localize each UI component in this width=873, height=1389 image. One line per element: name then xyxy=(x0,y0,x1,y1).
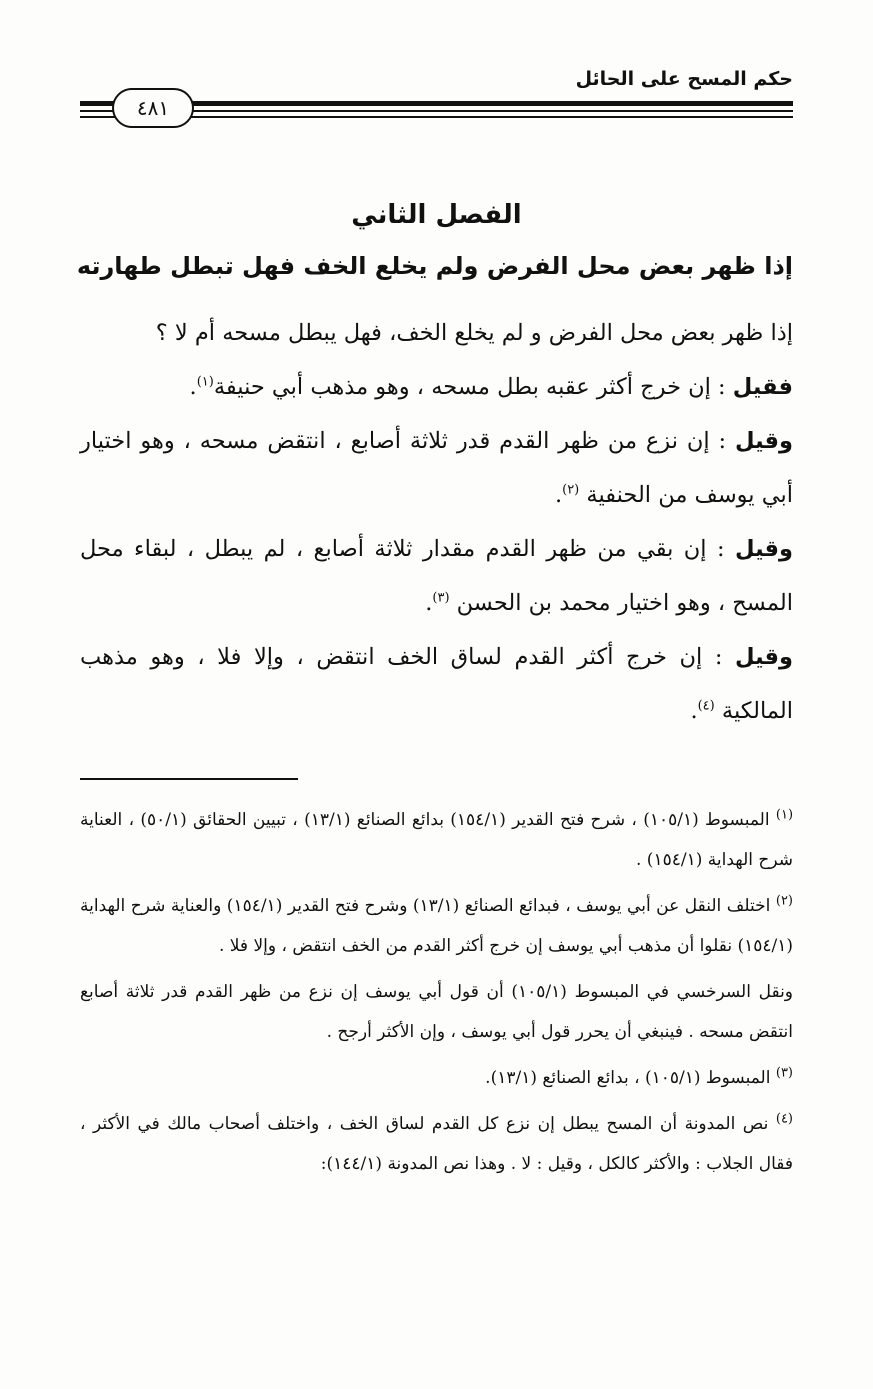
paragraph-text: : إن بقي من ظهر القدم مقدار ثلاثة أصابع ، لم يبطل ، لبقاء محل المسح ، وهو اختيار محمد بن الحسن xyxy=(80,536,793,616)
footnote-text: ونقل السرخسي في المبسوط (١٠٥/١) أن قول أبي يوسف إن نزع من ظهر القدم قدر ثلاثة أصابع انتقض مسحه . فينبغي أن يحرر قول أبي يوسف ، وإن الأكثر أرجح . xyxy=(80,982,794,1042)
footnote-separator xyxy=(80,778,298,780)
footnote-text: نص المدونة أن المسح يبطل إن نزع كل القدم لساق الخف ، واختلف أصحاب مالك في الأكثر ، فقال الجلاب : والأكثر كالكل ، وقيل : لا . وهذا نص المدونة (١٤٤/١): xyxy=(80,1114,793,1174)
footnote-mark: (١) xyxy=(775,807,794,823)
paragraph-text: إذا ظهر بعض محل الفرض و لم يخلع الخف، فهل يبطل مسحه أم لا ؟ xyxy=(155,320,793,346)
paragraph xyxy=(80,522,793,630)
footnote-mark: (٤) xyxy=(775,1111,793,1127)
footnote-text: اختلف النقل عن أبي يوسف ، فبدائع الصنائع (١٣/١) وشرح فتح القدير (١٥٤/١) والعناية شرح الهداية (١٥٤/١) نقلوا أن مذهب أبي يوسف إن خرج أكثر القدم من الخف انتقض ، وإلا فلا . xyxy=(80,896,793,956)
paragraph-text: : إن نزع من ظهر القدم قدر ثلاثة أصابع ، انتقض مسحه ، وهو اختيار أبي يوسف من الحنفية xyxy=(80,428,793,508)
paragraph-end: . xyxy=(425,590,433,616)
footnote-text: المبسوط (١٠٥/١) ، شرح فتح القدير (١٥٤/١) بدائع الصنائع (١٣/١) ، تبيين الحقائق (٥٠/١) ، العناية شرح الهداية (١٥٤/١) . xyxy=(80,810,793,870)
paragraph-end: . xyxy=(554,482,563,508)
paragraph-lead: وقيل xyxy=(735,536,793,562)
running-header-title: حكم المسح على الحائل xyxy=(575,68,793,90)
paragraph-text: : إن خرج أكثر عقبه بطل مسحه ، وهو مذهب أبي حنيفة xyxy=(213,374,733,400)
footnote-ref[interactable]: (٢) xyxy=(562,482,580,498)
footnote-continuation xyxy=(80,972,793,1052)
paragraph xyxy=(80,414,793,522)
footnote-mark: (٢) xyxy=(775,893,793,909)
paragraph xyxy=(80,306,793,360)
footnote-text: المبسوط (١٠٥/١) ، بدائع الصنائع (١٣/١). xyxy=(485,1068,776,1088)
footnote-ref[interactable]: (١) xyxy=(196,374,214,390)
footnote xyxy=(80,1058,793,1098)
paragraph xyxy=(80,630,793,738)
page-number-badge: ٤٨١ xyxy=(112,88,194,128)
paragraph-text: : إن خرج أكثر القدم لساق الخف انتقض ، وإلا فلا ، وهو مذهب المالكية xyxy=(80,644,793,724)
footnote xyxy=(80,800,793,880)
paragraph-lead: فقيل xyxy=(732,374,793,400)
chapter-heading: الفصل الثاني xyxy=(351,200,522,230)
paragraph xyxy=(80,360,793,414)
footnote xyxy=(80,886,793,966)
main-body xyxy=(80,306,793,738)
chapter-subtitle: إذا ظهر بعض محل الفرض ولم يخلع الخف فهل تبطل طهارته xyxy=(76,252,793,280)
paragraph-lead: وقيل xyxy=(735,644,793,670)
paragraph-end: . xyxy=(189,374,197,400)
paragraph-lead: وقيل xyxy=(735,428,793,454)
footnotes-section xyxy=(80,800,793,1190)
paragraph-end: . xyxy=(690,698,698,724)
footnote-mark: (٣) xyxy=(775,1065,793,1081)
footnote-ref[interactable]: (٣) xyxy=(432,590,450,606)
footnote xyxy=(80,1104,793,1184)
footnote-ref[interactable]: (٤) xyxy=(697,698,715,714)
